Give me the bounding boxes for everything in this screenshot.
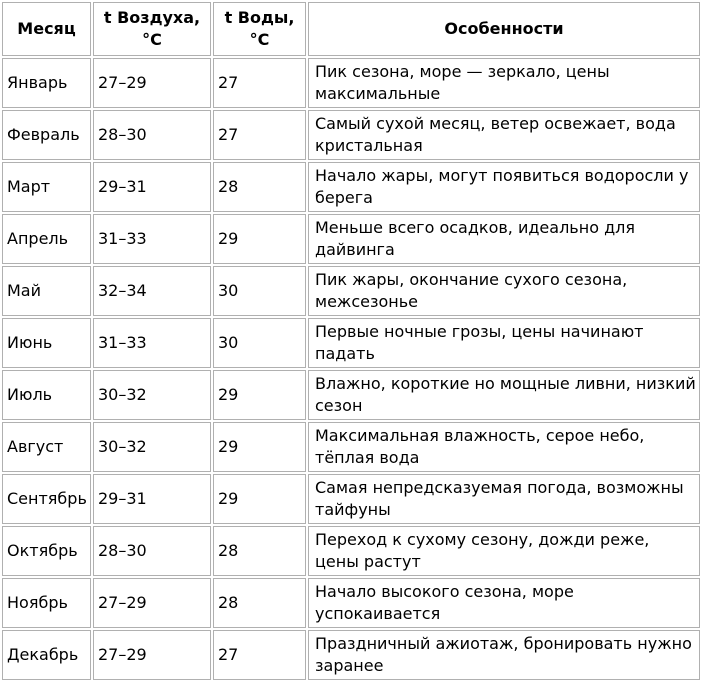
air-temp-cell: 31–33 [93,318,211,368]
water-temp-cell: 28 [213,162,306,212]
air-temp-cell: 27–29 [93,630,211,680]
table-row [2,630,700,680]
features-cell: Максимальная влажность, серое небо, тёплая вода [308,422,700,472]
water-temp-cell: 27 [213,630,306,680]
month-cell: Ноябрь [2,578,91,628]
month-cell: Март [2,162,91,212]
table-row [2,370,700,420]
table-row [2,214,700,264]
table-row [2,58,700,108]
header-water-temp: t Воды, °C [213,2,306,56]
air-temp-cell: 29–31 [93,162,211,212]
features-cell: Самая непредсказуемая погода, возможны тайфуны [308,474,700,524]
features-cell: Начало жары, могут появиться водоросли у берега [308,162,700,212]
water-temp-cell: 27 [213,58,306,108]
air-temp-cell: 27–29 [93,58,211,108]
table-row [2,578,700,628]
month-cell: Октябрь [2,526,91,576]
header-month: Месяц [2,2,91,56]
air-temp-cell: 28–30 [93,110,211,160]
month-cell: Февраль [2,110,91,160]
features-cell: Меньше всего осадков, идеально для дайвинга [308,214,700,264]
features-cell: Самый сухой месяц, ветер освежает, вода кристальная [308,110,700,160]
month-cell: Август [2,422,91,472]
features-cell: Праздничный ажиотаж, бронировать нужно заранее [308,630,700,680]
table-row [2,526,700,576]
water-temp-cell: 29 [213,214,306,264]
water-temp-cell: 27 [213,110,306,160]
features-cell: Влажно, короткие но мощные ливни, низкий сезон [308,370,700,420]
water-temp-cell: 29 [213,474,306,524]
air-temp-cell: 30–32 [93,422,211,472]
table-row [2,110,700,160]
month-cell: Апрель [2,214,91,264]
features-cell: Пик сезона, море — зеркало, цены максимальные [308,58,700,108]
water-temp-cell: 30 [213,318,306,368]
header-features: Особенности [308,2,700,56]
air-temp-cell: 28–30 [93,526,211,576]
air-temp-cell: 29–31 [93,474,211,524]
table-row [2,266,700,316]
table-row [2,162,700,212]
month-cell: Декабрь [2,630,91,680]
air-temp-cell: 32–34 [93,266,211,316]
water-temp-cell: 28 [213,526,306,576]
table-row [2,318,700,368]
air-temp-cell: 30–32 [93,370,211,420]
water-temp-cell: 29 [213,422,306,472]
water-temp-cell: 30 [213,266,306,316]
air-temp-cell: 31–33 [93,214,211,264]
header-air-temp: t Воздуха, °C [93,2,211,56]
water-temp-cell: 28 [213,578,306,628]
features-cell: Первые ночные грозы, цены начинают падать [308,318,700,368]
month-cell: Июль [2,370,91,420]
water-temp-cell: 29 [213,370,306,420]
table-row [2,422,700,472]
features-cell: Пик жары, окончание сухого сезона, межсезонье [308,266,700,316]
month-cell: Сентябрь [2,474,91,524]
header-row [2,2,700,56]
features-cell: Начало высокого сезона, море успокаивается [308,578,700,628]
air-temp-cell: 27–29 [93,578,211,628]
month-cell: Май [2,266,91,316]
month-cell: Январь [2,58,91,108]
month-cell: Июнь [2,318,91,368]
table-row [2,474,700,524]
features-cell: Переход к сухому сезону, дожди реже, цены растут [308,526,700,576]
